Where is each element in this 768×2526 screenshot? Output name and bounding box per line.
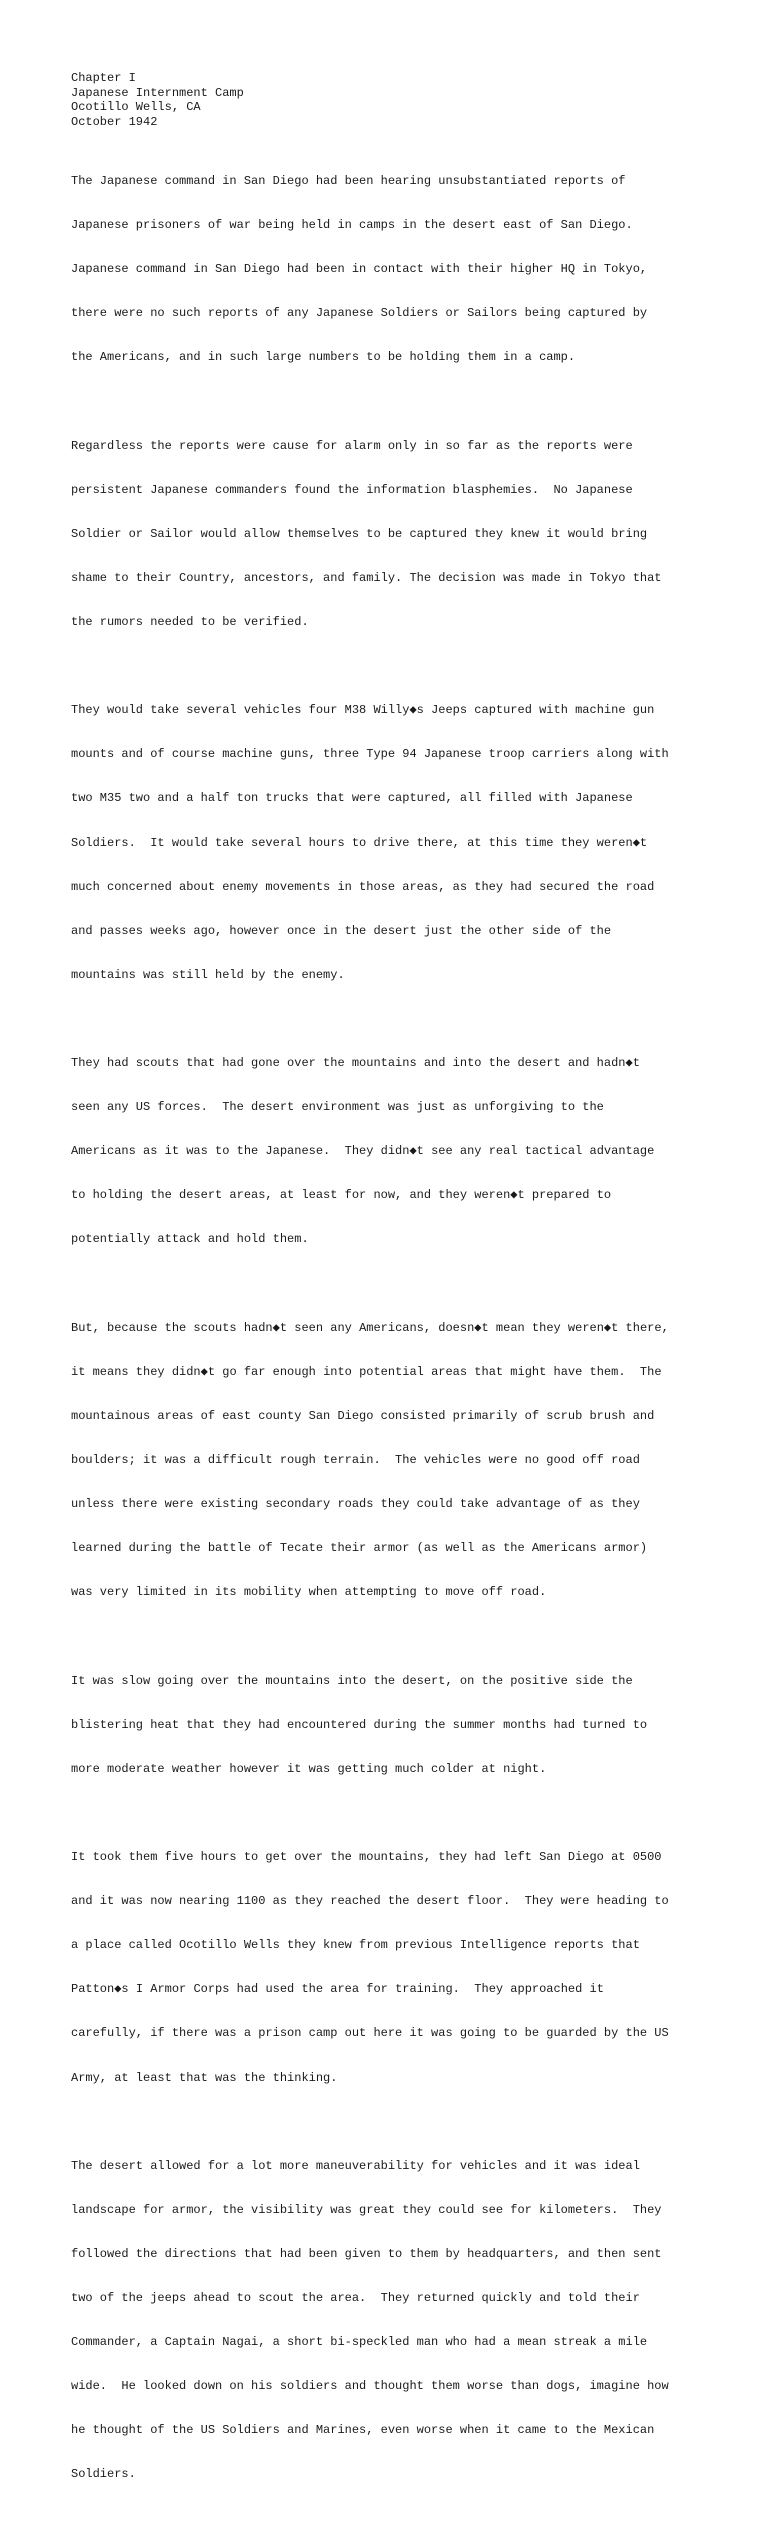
paragraph-line: Commander, a Captain Nagai, a short bi-speckled man who had a mean streak a mile xyxy=(71,2335,648,2350)
chapter-title: Chapter I xyxy=(71,71,136,85)
paragraph-line: two of the jeeps ahead to scout the area. They returned quickly and told their xyxy=(71,2291,640,2306)
paragraph-line: They had scouts that had gone over the mountains and into the desert and hadn◆t xyxy=(71,1056,640,1071)
paragraph-line: the rumors needed to be verified. xyxy=(71,614,309,629)
paragraph-line: it means they didn◆t go far enough into potential areas that might have them. The xyxy=(71,1364,662,1379)
paragraph-line: persistent Japanese commanders found the information blasphemies. No Japanese xyxy=(71,482,633,497)
paragraph-line: he thought of the US Soldiers and Marines, even worse when it came to the Mexican xyxy=(71,2423,655,2438)
paragraph-line: Army, at least that was the thinking. xyxy=(71,2070,338,2085)
paragraph-line: followed the directions that had been given to them by headquarters, and then sent xyxy=(71,2246,662,2261)
paragraph-line: But, because the scouts hadn◆t seen any Americans, doesn◆t mean they weren◆t there, xyxy=(71,1320,669,1335)
paragraph-line: blistering heat that they had encountered during the summer months had turned to xyxy=(71,1717,648,1732)
paragraph-line: Americans as it was to the Japanese. They didn◆t see any real tactical advantage xyxy=(71,1144,655,1159)
paragraph-line: boulders; it was a difficult rough terrain. The vehicles were no good off road xyxy=(71,1453,640,1468)
paragraph-line: They would take several vehicles four M38 Willy◆s Jeeps captured with machine gun xyxy=(71,703,655,718)
paragraph-line: It was slow going over the mountains into the desert, on the positive side the xyxy=(71,1673,633,1688)
paragraph-line: seen any US forces. The desert environment was just as unforgiving to the xyxy=(71,1100,604,1115)
paragraph-line: Patton◆s I Armor Corps had used the area for training. They approached it xyxy=(71,1982,604,1997)
paragraph-line: Soldiers. It would take several hours to drive there, at this time they weren◆t xyxy=(71,835,648,850)
paragraph-line: The Japanese command in San Diego had been hearing unsubstantiated reports of xyxy=(71,173,626,188)
paragraph xyxy=(71,674,711,1012)
paragraph-line: wide. He looked down on his soldiers and thought them worse than dogs, imagine how xyxy=(71,2379,669,2394)
paragraph-line: The desert allowed for a lot more maneuverability for vehicles and it was ideal xyxy=(71,2158,640,2173)
paragraph xyxy=(71,2129,711,2511)
paragraph-line: there were no such reports of any Japanese Soldiers or Sailors being captured by xyxy=(71,306,648,321)
chapter-location: Ocotillo Wells, CA xyxy=(71,100,201,115)
paragraph-line: a place called Ocotillo Wells they knew from previous Intelligence reports that xyxy=(71,1938,640,1953)
paragraph xyxy=(71,1027,711,1277)
paragraph-line: Japanese prisoners of war being held in camps in the desert east of San Diego. xyxy=(71,218,633,233)
paragraph-line: and passes weeks ago, however once in the desert just the other side of the xyxy=(71,923,612,938)
paragraph-line: mountainous areas of east county San Diego consisted primarily of scrub brush and xyxy=(71,1408,655,1423)
paragraph-line: was very limited in its mobility when attempting to move off road. xyxy=(71,1585,547,1600)
paragraph xyxy=(71,1821,711,2115)
paragraph-line: two M35 two and a half ton trucks that were captured, all filled with Japanese xyxy=(71,791,633,806)
paragraph-line: Soldier or Sailor would allow themselves to be captured they knew it would bring xyxy=(71,526,648,541)
chapter-date: October 1942 xyxy=(71,115,158,130)
paragraph xyxy=(71,1644,711,1806)
paragraph-line: It took them five hours to get over the mountains, they had left San Diego at 0500 xyxy=(71,1849,662,1864)
document-body xyxy=(71,71,711,2526)
paragraph-line: Japanese command in San Diego had been in contact with their higher HQ in Tokyo, xyxy=(71,262,648,277)
paragraph-line: landscape for armor, the visibility was great they could see for kilometers. They xyxy=(71,2202,662,2217)
chapter-heading xyxy=(71,71,711,130)
paragraph-line: to holding the desert areas, at least for now, and they weren◆t prepared to xyxy=(71,1188,612,1203)
paragraph-line: Soldiers. xyxy=(71,2467,136,2482)
paragraph-line: Regardless the reports were cause for alarm only in so far as the reports were xyxy=(71,438,633,453)
paragraph-line: much concerned about enemy movements in those areas, as they had secured the road xyxy=(71,879,655,894)
paragraph-line: more moderate weather however it was getting much colder at night. xyxy=(71,1761,547,1776)
paragraph-line: shame to their Country, ancestors, and family. The decision was made in Tokyo that xyxy=(71,570,662,585)
chapter-subtitle: Japanese Internment Camp xyxy=(71,85,244,100)
paragraph-line: carefully, if there was a prison camp out here it was going to be guarded by the US xyxy=(71,2026,669,2041)
paragraph xyxy=(71,409,711,659)
paragraph-line: the Americans, and in such large numbers to be holding them in a camp. xyxy=(71,350,576,365)
paragraph-line: mounts and of course machine guns, three Type 94 Japanese troop carriers along with xyxy=(71,747,669,762)
paragraph xyxy=(71,1291,711,1629)
paragraph-line: learned during the battle of Tecate their armor (as well as the Americans armor) xyxy=(71,1541,648,1556)
paragraph-line: unless there were existing secondary roads they could take advantage of as they xyxy=(71,1497,640,1512)
paragraph-line: mountains was still held by the enemy. xyxy=(71,967,345,982)
paragraph-line: and it was now nearing 1100 as they reached the desert floor. They were heading to xyxy=(71,1894,669,1909)
paragraph xyxy=(71,145,711,395)
paragraph-line: potentially attack and hold them. xyxy=(71,1232,309,1247)
